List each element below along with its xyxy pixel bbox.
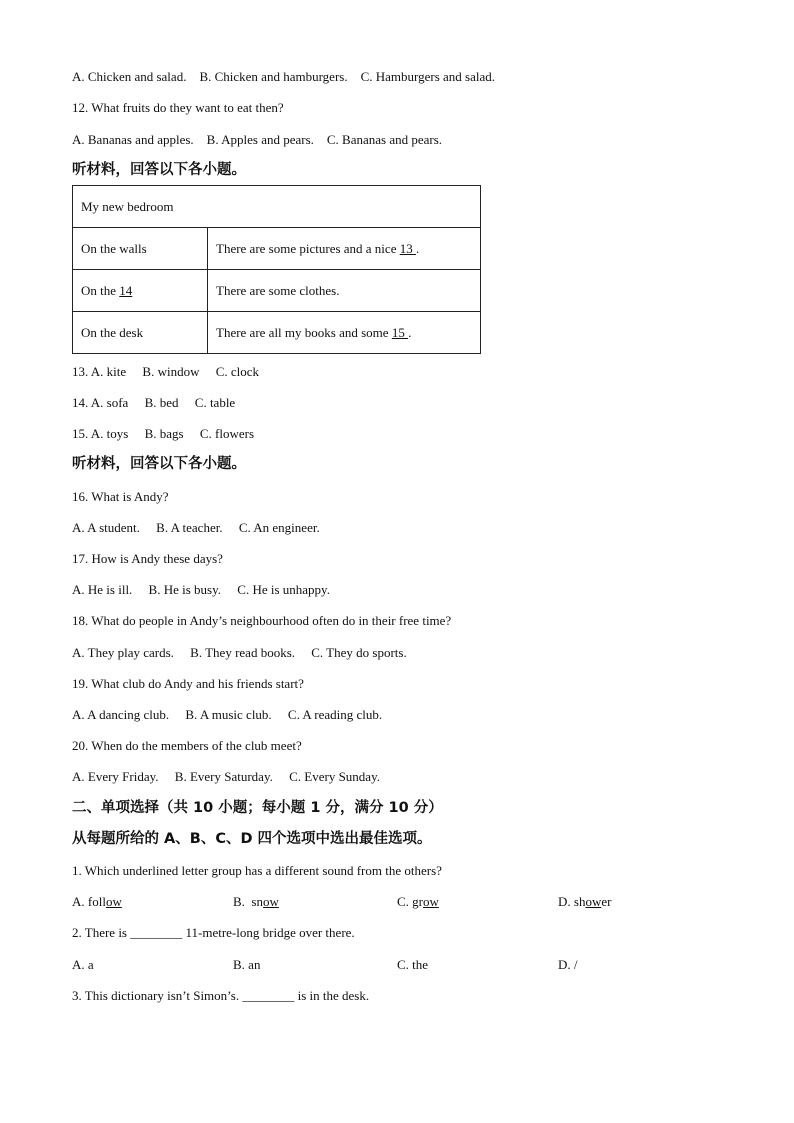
q2-question: 2. There is ________ 11-metre-long bridge over there. bbox=[72, 925, 355, 940]
table-row bbox=[73, 312, 481, 354]
q16-options: A. A student. B. A teacher. C. An engineer. bbox=[72, 520, 320, 535]
q2-option-c: C. the bbox=[397, 957, 429, 972]
q17-question: 17. How is Andy these days? bbox=[72, 551, 223, 566]
q12-question: 12. What fruits do they want to eat then? bbox=[72, 100, 284, 115]
q1-question: 1. Which underlined letter group has a different sound from the others? bbox=[72, 863, 442, 878]
q18-question: 18. What do people in Andy’s neighbourhood often do in their free time? bbox=[72, 613, 452, 628]
section-heading: 听材料，回答以下各小题。 bbox=[72, 162, 246, 178]
q20-question: 20. When do the members of the club meet? bbox=[72, 738, 302, 753]
table-cell: On the walls bbox=[73, 228, 208, 270]
table-row bbox=[73, 228, 481, 270]
q13-options: 13. A. kite B. window C. clock bbox=[72, 364, 260, 379]
section-heading: 听材料，回答以下各小题。 bbox=[72, 456, 246, 472]
q2-option-d: D. / bbox=[558, 957, 578, 972]
bedroom-table bbox=[72, 185, 481, 354]
q17-options: A. He is ill. B. He is busy. C. He is unhappy. bbox=[72, 582, 330, 597]
q2-option-a: A. a bbox=[72, 957, 94, 972]
part2-heading: 二、单项选择（共 10 小题；每小题 1 分，满分 10 分） bbox=[72, 800, 443, 816]
q1-option-a: A. follow bbox=[72, 894, 122, 909]
part2-instruction: 从每题所给的 A、B、C、D 四个选项中选出最佳选项。 bbox=[72, 831, 432, 847]
table-cell: On the 14 bbox=[73, 270, 208, 312]
table-title: My new bedroom bbox=[73, 186, 481, 228]
q1-option-d: D. shower bbox=[558, 894, 612, 909]
table-cell: There are all my books and some 15 . bbox=[208, 312, 481, 354]
table-cell: There are some clothes. bbox=[208, 270, 481, 312]
q16-question: 16. What is Andy? bbox=[72, 489, 169, 504]
q11-options: A. Chicken and salad. B. Chicken and hamburgers. C. Hamburgers and salad. bbox=[72, 69, 496, 84]
blank-13: 13 bbox=[399, 240, 416, 256]
table-row bbox=[73, 270, 481, 312]
q1-option-c: C. grow bbox=[397, 894, 439, 909]
q18-options: A. They play cards. B. They read books. C. They do sports. bbox=[72, 645, 407, 660]
q14-options: 14. A. sofa B. bed C. table bbox=[72, 395, 236, 410]
table-cell: There are some pictures and a nice 13 . bbox=[208, 228, 481, 270]
q12-options: A. Bananas and apples. B. Apples and pears. C. Bananas and pears. bbox=[72, 132, 443, 147]
blank-15: 15 bbox=[391, 324, 409, 340]
table-cell: On the desk bbox=[73, 312, 208, 354]
q1-option-b: B. snow bbox=[233, 894, 279, 909]
q20-options: A. Every Friday. B. Every Saturday. C. Every Sunday. bbox=[72, 769, 380, 784]
blank-14: 14 bbox=[119, 282, 133, 298]
q15-options: 15. A. toys B. bags C. flowers bbox=[72, 426, 254, 441]
q2-option-b: B. an bbox=[233, 957, 261, 972]
q19-options: A. A dancing club. B. A music club. C. A reading club. bbox=[72, 707, 383, 722]
q19-question: 19. What club do Andy and his friends start? bbox=[72, 676, 304, 691]
q3-question: 3. This dictionary isn’t Simon’s. ________ is in the desk. bbox=[72, 988, 370, 1003]
